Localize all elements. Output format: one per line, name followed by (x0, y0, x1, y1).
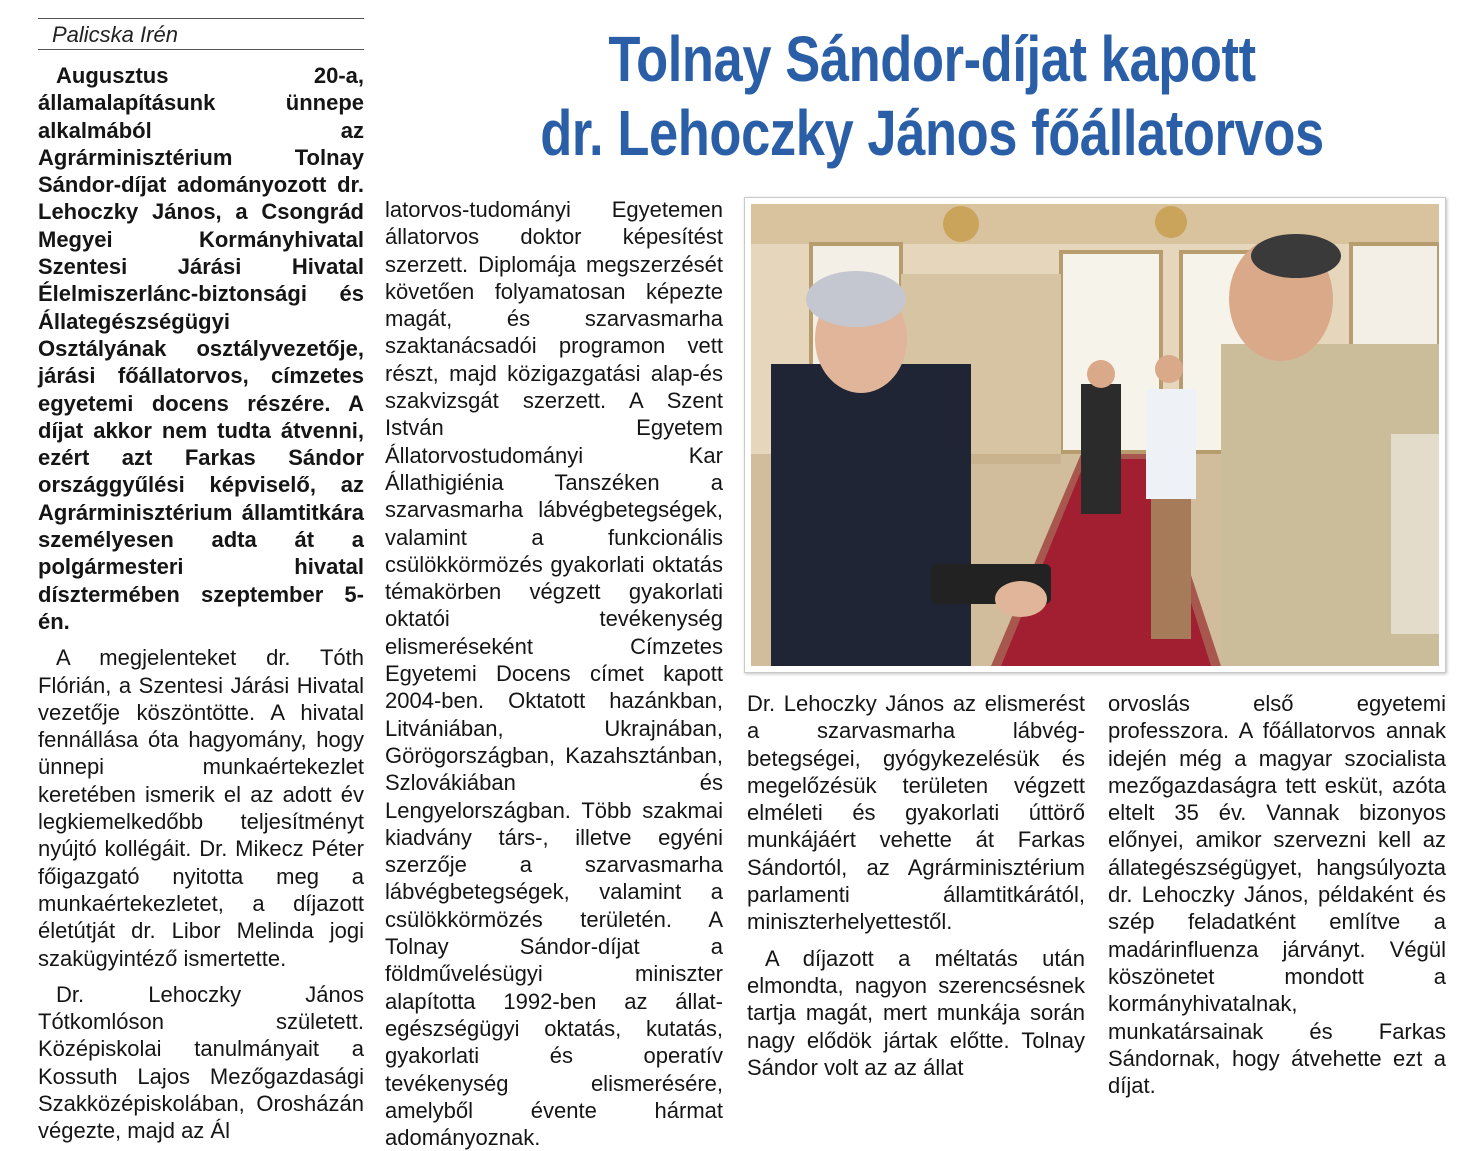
headline-line-2: dr. Lehoczky János főállatorvos (540, 97, 1324, 169)
author-byline: Palicska Irén (52, 22, 178, 47)
award-ceremony-photo (751, 204, 1439, 666)
headline (483, 22, 1382, 170)
article-photo (744, 197, 1446, 673)
column-3 (747, 690, 1085, 1081)
paragraph-award: Dr. Lehoczky János az elismerést a szarvasmarha lábvég-betegségei, gyógykezelésük és megelőzésük területen végzett elméleti és gyakorlati úttörő munkájáért vehette át Farkas Sándortól, az Agrárminisztérium parlamenti államtitkárától, miniszterhelyettestől. (747, 691, 1085, 935)
lead-paragraph: Augusztus 20-a, államalapításunk ünnepe alkalmából az Agrárminisztérium Tolnay Sándor-díjat adományozott dr. Lehoczky János, a Csongrád Megyei Kormányhivatal Szentesi Járási Hivatal Élelmiszerlánc-biztonsági és Állategészségügyi Osztályának osztályvezetője, járási főállatorvos, címzetes egyetemi docens részére. A díjat akkor nem tudta átvenni, ezért azt Farkas Sándor országgyűlési képviselő, az Agrárminisztérium államtitkára személyesen adta át a polgármesteri hivatal dísztermében szeptember 5-én. (38, 63, 364, 634)
paragraph-speech: A díjazott a méltatás után elmondta, nagyon szerencsésnek tartja magát, mert munkája során nagy elődök jártak előtte. Tolnay Sándor volt az az állat (747, 945, 1085, 1080)
column-1 (38, 62, 364, 1145)
column-2 (385, 196, 723, 1151)
author-rule-top (38, 18, 364, 19)
paragraph-biography: Dr. Lehoczky János Tótkomlóson született. Középiskolai tanulmányait a Kossuth Lajos Mezőgazdasági Szakközépiskolában, Orosházán végezte, majd az Ál (38, 981, 364, 1144)
headline-line-1: Tolnay Sándor-díjat kapott (608, 23, 1256, 95)
paragraph-speech-continued: orvoslás első egyetemi professzora. A főállatorvos annak idején még a magyar szocialista mezőgazdaságra tett esküt, azóta eltelt 35 év. Vannak bizonyos előnyei, amikor szervezni kell az állategészségügyet, hangsúlyozta dr. Lehoczky János, példaként és szép feladatként említve a madárinfluenza járványt. Végül köszönetet mondott a kormányhivatalnak, munkatársainak és Farkas Sándornak, hogy átvehette ezt a díjat. (1108, 691, 1446, 1099)
paragraph-biography-continued: latorvos-tudományi Egyetemen állatorvos doktor képesítést szerzett. Diplomája megszerzését követően folyamatosan képezte magát, és szarvasmarha szaktanácsadói programon vett részt, majd közigazgatási alap-és szakvizsgát szerzett. A Szent István Egyetem Állatorvostudományi Kar Állathigiénia Tanszéken a szarvasmarha lábvégbetegségek, valamint a funkcionális csülökkörmözés gyakorlati oktatás témakörben végzett gyakorlati oktatói tevékenység elismeréseként Címzetes Egyetemi Docens címet kapott 2004-ben. Oktatott hazánkban, Litvániában, Ukrajnában, Görögországban, Kazahsztánban, Szlovákiában és Lengyelországban. Több szakmai kiadvány társ-, illetve egyéni szerzője a szarvasmarha lábvégbetegségek, valamint a csülökkörmözés területén. A Tolnay Sándor-díjat a földművelésügyi miniszter alapította 1992-ben az állat-egészségügyi oktatás, kutatás, gyakorlati és operatív tevékenység elismerésére, amelyből évente hármat adományoznak. (385, 197, 723, 1151)
author-rule-bottom (38, 49, 364, 50)
column-4 (1108, 690, 1446, 1099)
paragraph-greeting: A megjelenteket dr. Tóth Flórián, a Szentesi Járási Hivatal vezetője köszöntötte. A hivatal fennállása óta hagyomány, hogy ünnepi munkaértekezlet keretében ismerik el az adott év legkiemelkedőbb teljesítményt nyújtó kollégáit. Dr. Mikecz Péter főigazgató nyitotta meg a munkaértekezletet, a díjazott életútját dr. Libor Melinda jogi szakügyintéző ismertette. (38, 645, 364, 971)
